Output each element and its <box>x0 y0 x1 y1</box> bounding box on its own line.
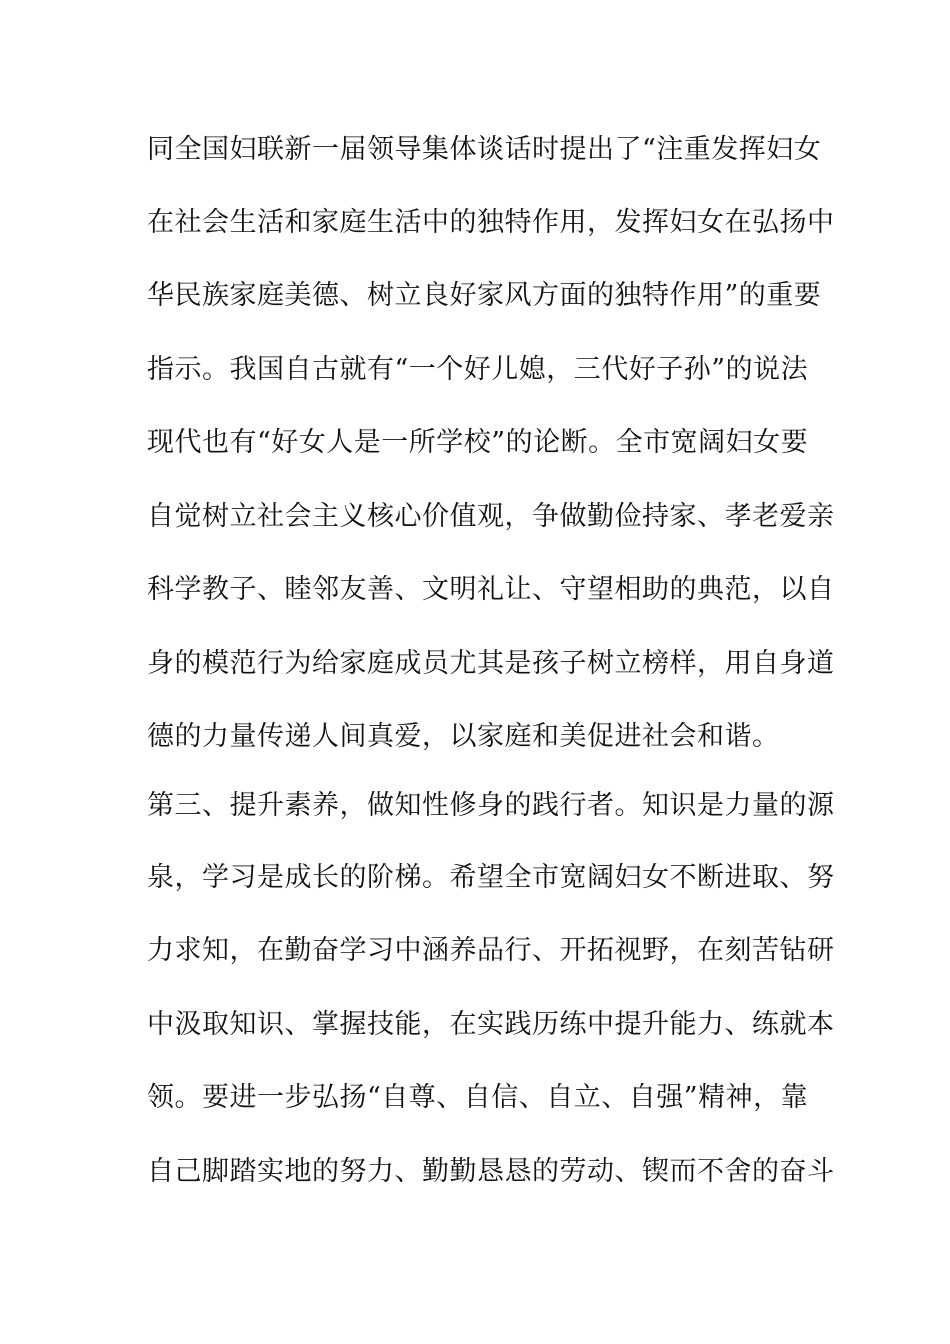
text-line: 力求知，在勤奋学习中涵养品行、开拓视野，在刻苦钻研 <box>147 935 835 966</box>
text-line: 自觉树立社会主义核心价值观，争做勤俭持家、孝老爱亲 <box>147 501 835 532</box>
text-line: 在社会生活和家庭生活中的独特作用，发挥妇女在弘扬中 <box>147 207 835 238</box>
text-line: 科学教子、睦邻友善、文明礼让、守望相助的典范，以自 <box>147 574 835 605</box>
text-line: 领。要进一步弘扬“自尊、自信、自立、自强”精神，靠 <box>147 1082 809 1113</box>
text-line: 中汲取知识、掌握技能，在实践历练中提升能力、练就本 <box>147 1009 835 1040</box>
text-line: 自己脚踏实地的努力、勤勤恳恳的劳动、锲而不舍的奋斗 <box>147 1156 835 1187</box>
text-line: 泉，学习是成长的阶梯。希望全市宽阔妇女不断进取、努 <box>147 862 835 893</box>
text-line: 德的力量传递人间真爱，以家庭和美促进社会和谐。 <box>147 721 780 752</box>
text-line: 同全国妇联新一届领导集体谈话时提出了“注重发挥妇女 <box>147 134 822 165</box>
text-line: 身的模范行为给家庭成员尤其是孩子树立榜样，用自身道 <box>147 648 835 679</box>
text-line: 华民族家庭美德、树立良好家风方面的独特作用”的重要 <box>147 280 822 311</box>
text-line: 指示。我国自古就有“一个好儿媳，三代好子孙”的说法 <box>147 354 809 385</box>
text-line: 第三、提升素养，做知性修身的践行者。知识是力量的源 <box>147 790 835 821</box>
text-line: 现代也有“好女人是一所学校”的论断。全市宽阔妇女要 <box>147 427 809 458</box>
